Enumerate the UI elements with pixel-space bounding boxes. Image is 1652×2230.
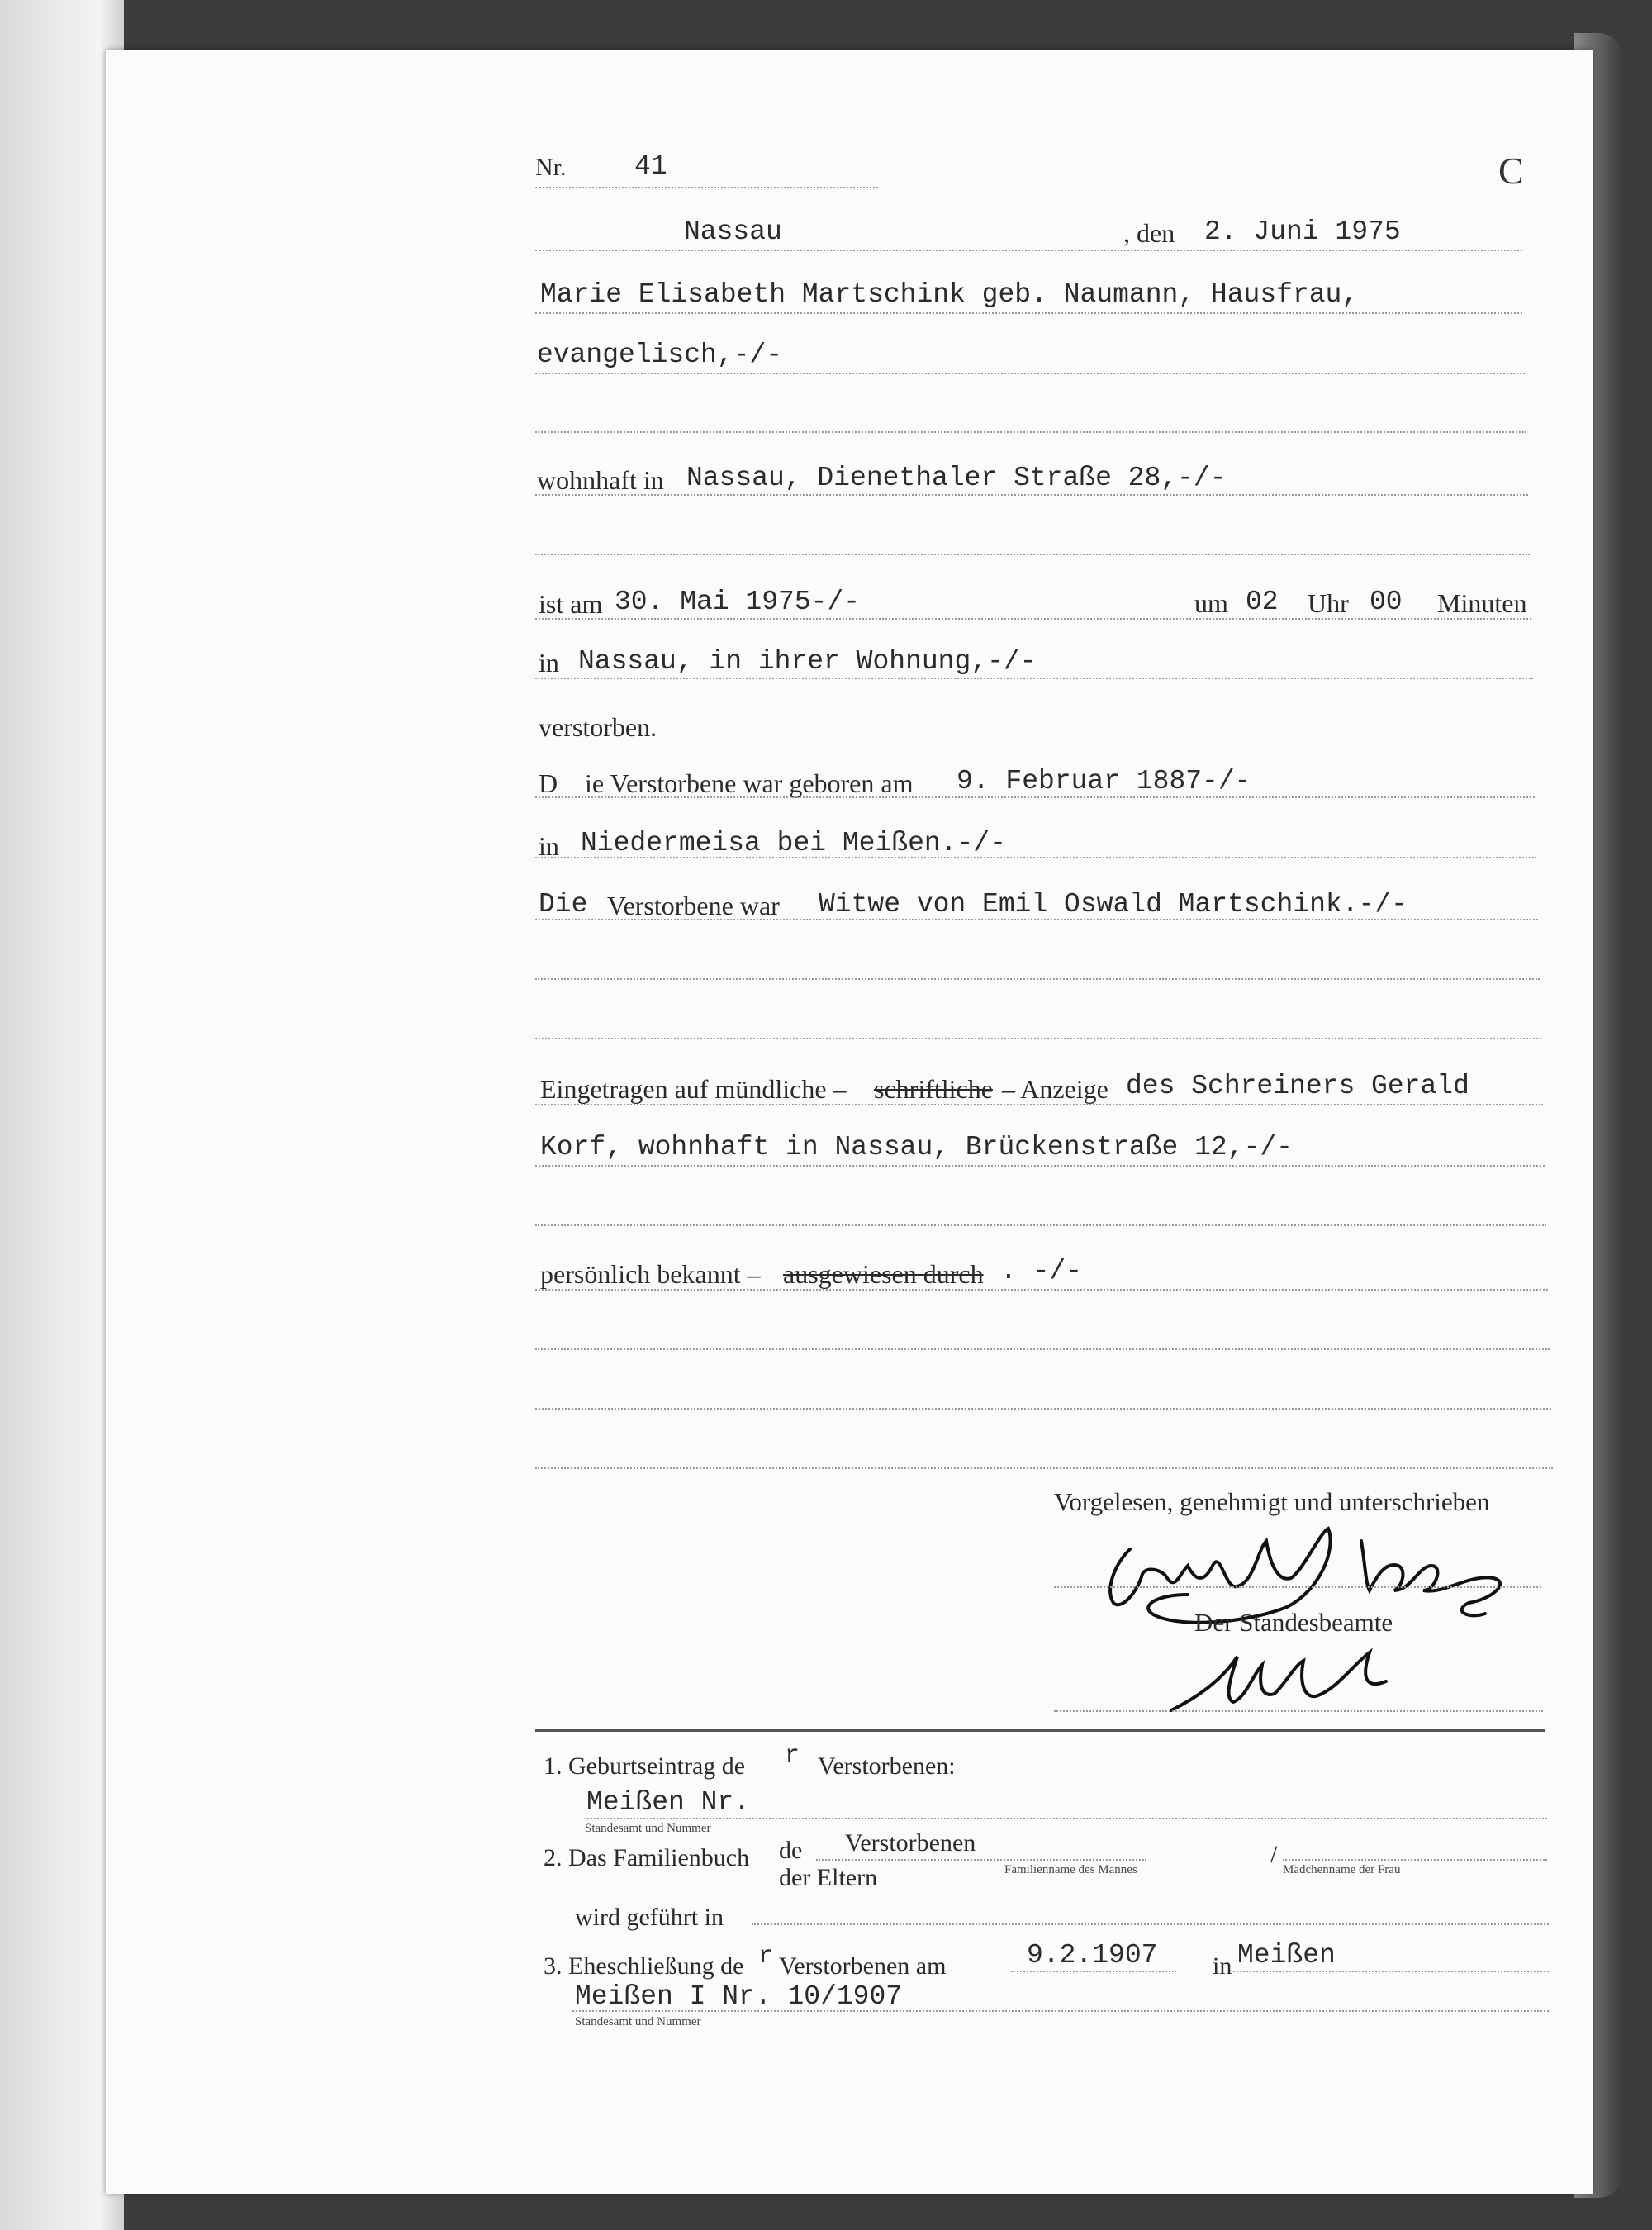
footer-2-value: Verstorbenen [845,1829,976,1857]
identity-struck: ausgewiesen durch [783,1259,984,1289]
place: Nassau [684,216,782,247]
read-approved-text: Vorgelesen, genehmigt und unterschrieben [1054,1487,1490,1516]
blank-line-7 [535,1408,1551,1410]
religion: evangelisch,-/- [537,340,783,370]
birth-place: Niedermeisa bei Meißen.-/- [581,828,1006,858]
footer-3-value: Meißen I Nr. 10/1907 [575,1981,903,2012]
birth-place-label: in [539,831,559,861]
death-label: ist am [539,589,603,619]
footer-1-label: 1. Geburtseintrag de [544,1752,746,1780]
death-hour: 02 [1246,587,1279,617]
footer-2-eltern: der Eltern [779,1864,878,1891]
footer-3-in: in [1213,1952,1232,1980]
death-minutes: 00 [1370,587,1403,617]
footer-3-place-line [1233,1971,1549,1972]
death-place-label: in [539,648,559,678]
marital-die: Die [539,889,588,920]
signature-line-2 [1054,1710,1543,1712]
footer-3-date-line [1011,1971,1176,1972]
report-label-2: – Anzeige [1002,1074,1108,1104]
identity-line [535,1289,1548,1291]
identity-value: . -/- [1000,1256,1083,1286]
uhr-label: Uhr [1308,588,1349,618]
minuten-label: Minuten [1437,588,1527,618]
name-line [535,312,1522,314]
death-place: Nassau, in ihrer Wohnung,-/- [578,646,1037,677]
date: 2. Juni 1975 [1204,216,1401,247]
official-label: Der Standesbeamte [1194,1608,1393,1637]
birth-place-line [535,857,1536,858]
marital-value: Witwe von Emil Oswald Martschink.-/- [819,889,1408,920]
birth-label: ie Verstorbene war geboren am [585,768,914,798]
person-name: Marie Elisabeth Martschink geb. Naumann, Hausfrau, [540,279,1359,310]
birth-prefix: D [539,768,558,798]
residence-value: Nassau, Dienethaler Straße 28,-/- [686,463,1227,493]
blank-line-6 [535,1348,1550,1350]
report-value-1: des Schreiners Gerald [1126,1071,1469,1101]
death-date: 30. Mai 1975-/- [615,587,861,617]
footer-2-wird: wird geführt in [575,1904,724,1931]
footer-1-line [585,1818,1547,1819]
residence-line [535,494,1528,496]
certificate-page [106,50,1593,2194]
footer-3-date: 9.2.1907 [1027,1940,1158,1971]
report-line-2 [535,1165,1545,1167]
religion-line [535,373,1525,374]
nr-line [535,187,878,188]
footer-2-label: 2. Das Familienbuch [544,1844,750,1871]
birth-date: 9. Februar 1887-/- [957,766,1251,796]
footer-1-value: Meißen Nr. [586,1787,751,1818]
blank-line-5 [535,1224,1546,1226]
marital-line [535,919,1538,920]
blank-line-1 [535,431,1526,433]
footer-1-label-2: Verstorbenen: [818,1752,956,1780]
identity-label: persönlich bekannt – [540,1259,761,1289]
nr-label: Nr. [535,154,567,181]
footer-3-caption: Standesamt und Nummer [575,2015,701,2028]
footer-1-suffix: r [785,1742,800,1770]
signature-line-1 [1054,1586,1541,1588]
death-place-line [535,678,1533,679]
footer-2-de: de [779,1837,803,1864]
footer-3-line [572,2010,1549,2012]
footer-2-line-b [1283,1859,1547,1861]
footer-3-suffix: r [758,1942,774,1971]
report-value-2: Korf, wohnhaft in Nassau, Brückenstraße 12,-/- [540,1132,1293,1163]
blank-line-4 [535,1038,1541,1039]
date-line [535,250,1522,251]
footer-3-place: Meißen [1237,1940,1336,1971]
death-line [535,618,1531,620]
footer-3-label-2: Verstorbenen am [779,1952,947,1980]
blank-line-2 [535,554,1530,555]
report-struck: schriftliche [874,1074,993,1104]
footer-divider [535,1729,1545,1732]
residence-label: wohnhaft in [537,465,664,495]
signature-official [1138,1632,1485,1731]
blank-line-3 [535,978,1540,980]
footer-2-line-a [816,1859,1146,1861]
report-line-1 [535,1104,1543,1105]
den-label: , den [1123,218,1175,248]
blank-line-8 [535,1467,1553,1469]
footer-2-line-c [752,1923,1549,1925]
footer-2-caption-1: Familienname des Mannes [1004,1863,1137,1876]
form-letter: C [1498,150,1524,192]
birth-line [535,796,1535,798]
um-label: um [1194,588,1228,618]
verstorben-label: verstorben. [539,712,657,742]
footer-2-caption-2: Mädchenname der Frau [1283,1863,1401,1876]
nr-value: 41 [634,151,667,182]
footer-1-caption: Standesamt und Nummer [585,1822,711,1835]
report-label-1: Eingetragen auf mündliche – [540,1074,847,1104]
marital-label: Verstorbene war [607,891,780,920]
footer-2-slash: / [1270,1841,1278,1868]
footer-3-label: 3. Eheschließung de [544,1952,744,1980]
